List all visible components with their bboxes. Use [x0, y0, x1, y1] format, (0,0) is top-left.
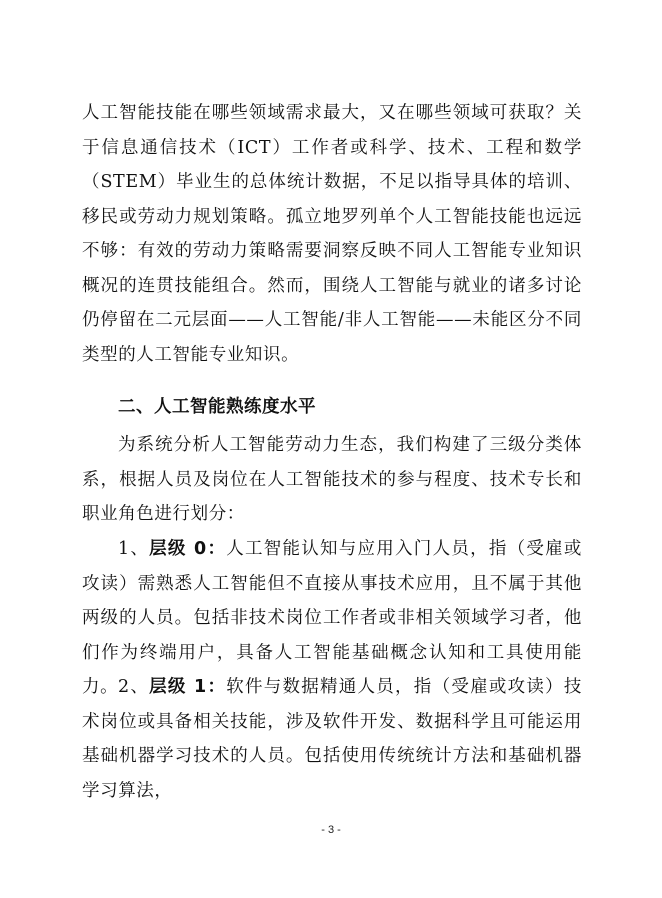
level-1-prefix: 2、 [118, 677, 150, 697]
body-paragraph-intro: 人工智能技能在哪些领域需求最大，又在哪些领域可获取？关于信息通信技术（ICT）工作者或科学、技术、工程和数学（STEM）毕业生的总体统计数据，不足以指导具体的培训、移民或劳动力规划策略。孤立地罗列单个人工智能技能也远远不够：有效的劳动力策略需要洞察反映不同人工智能专业知识概况的连贯技能组合。然而，围绕人工智能与就业的诸多讨论仍停留在二元层面——人工智能/非人工智能——未能区分不同类型的人工智能专业知识。 [82, 103, 582, 365]
section-heading: 二、人工智能熟练度水平 [118, 397, 316, 417]
level-1-paragraph [82, 670, 582, 808]
page-number: - 3 - [321, 824, 341, 836]
level-0-label: 层级 0： [149, 539, 227, 559]
level-0-text: 人工智能认知与应用入门人员，指（受雇或攻读）需熟悉人工智能但不直接从事技术应用，且不属于其他两级的人员。包括非技术岗位工作者或非相关领域学习者，他们作为终端用户，具备人工智能基础概念认知和工具使用能力。 [82, 539, 582, 697]
level-1-label: 层级 1： [149, 677, 227, 697]
level-0-prefix: 1、 [118, 539, 150, 559]
body-paragraph-framework: 为系统分析人工智能劳动力生态，我们构建了三级分类体系，根据人员及岗位在人工智能技术的参与程度、技术专长和职业角色进行划分： [82, 435, 582, 524]
level-1-text: 软件与数据精通人员，指（受雇或攻读）技术岗位或具备相关技能，涉及软件开发、数据科学且可能运用基础机器学习技术的人员。包括使用传统统计方法和基础机器学习算法， [82, 677, 582, 801]
